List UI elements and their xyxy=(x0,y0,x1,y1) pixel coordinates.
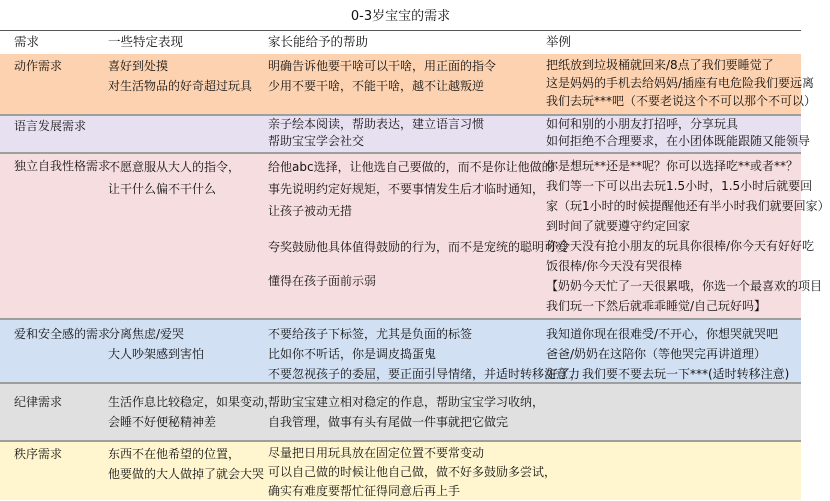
need-cell: 语言发展需求 xyxy=(14,119,87,133)
example-line: 如何拒绝不合理要求，在小团体既能跟随又能领导 xyxy=(546,134,811,148)
help-line: 自我管理，做事有头有尾做一件事就把它做完 xyxy=(268,415,509,429)
table-row xyxy=(0,442,801,500)
help-cell xyxy=(268,392,546,432)
help-line: 事先说明约定好规矩，不要事情发生后才临时通知， xyxy=(268,182,545,196)
help-line: 懂得在孩子面前示弱 xyxy=(268,274,377,288)
table-header xyxy=(0,30,801,55)
header-need: 需求 xyxy=(14,34,40,49)
header-behaviors: 一些特定表现 xyxy=(108,34,184,49)
example-line: 我们玩一下然后就乖乖睡觉/自己玩好吗】 xyxy=(546,299,767,313)
help-line: 可以自己做的时候让他自己做，做不好多鼓励多尝试， xyxy=(268,465,557,479)
example-line: 我们去玩***吧（不要老说这个不可以那个不可以） xyxy=(546,94,817,108)
behavior-line: 东西不在他希望的位置， xyxy=(108,447,241,461)
need-cell: 秩序需求 xyxy=(14,447,63,461)
example-line: 如何和别的小朋友打招呼，分享玩具 xyxy=(546,117,739,131)
examples-cell xyxy=(546,156,830,316)
need-cell: 动作需求 xyxy=(14,59,63,73)
table-title: 0-3岁宝宝的需求 xyxy=(350,9,451,24)
behavior-line: 会睡不好便秘精神差 xyxy=(108,415,217,429)
help-line: 夸奖鼓励他具体值得鼓励的行为，而不是宠统的聪明可爱 xyxy=(268,240,569,254)
behaviors-cell xyxy=(108,324,266,364)
table-row xyxy=(0,116,811,154)
help-line: 亲子绘本阅读，帮助表达，建立语言习惯 xyxy=(268,117,485,131)
help-cell xyxy=(268,116,546,150)
example-line: 我们等一下可以出去玩1.5小时，1.5小时后就要回 xyxy=(546,179,813,193)
example-line: 家（玩1小时的时候提醒他还有半小时我们就要回家） xyxy=(546,199,830,213)
help-line: 让孩子被动无措 xyxy=(268,204,353,218)
example-line: 【奶奶今天忙了一天很累哦，你选一个最喜欢的项目 xyxy=(546,279,823,293)
example-line: 你是想玩**还是**呢？你可以选择吃**或者**？ xyxy=(546,159,799,173)
example-line: 饭很棒/你今天没有哭很棒 xyxy=(546,259,683,273)
need-cell: 爱和安全感的需求 xyxy=(14,327,111,341)
table-row xyxy=(0,54,817,116)
help-line: 不要给孩子下标签，尤其是负面的标签 xyxy=(268,327,473,341)
behavior-line: 对生活物品的好奇超过玩具 xyxy=(108,79,253,93)
help-cell xyxy=(268,156,569,292)
table-row xyxy=(0,320,801,384)
spacer xyxy=(268,222,546,236)
behaviors-cell xyxy=(108,444,266,484)
behavior-line: 喜好到处摸 xyxy=(108,59,169,73)
behavior-line: 大人吵架感到害怕 xyxy=(108,347,205,361)
header-examples: 举例 xyxy=(546,34,572,49)
examples-cell xyxy=(546,116,811,150)
behavior-line: 生活作息比较稳定，如果变动， xyxy=(108,395,277,409)
need-cell: 独立自我性格需求 xyxy=(14,159,111,173)
help-cell xyxy=(268,324,581,384)
need-cell: 纪律需求 xyxy=(14,395,63,409)
help-line: 给他abc选择，让他选自己要做的，而不是你让他做的 xyxy=(268,160,554,174)
help-cell xyxy=(268,56,546,96)
behavior-line: 让干什么偏不干什么 xyxy=(108,182,217,196)
header-help: 家长能给予的帮助 xyxy=(268,34,369,49)
help-line: 明确告诉他要干啥可以干啥，用正面的指令 xyxy=(268,59,497,73)
example-line: 你今天没有抢小朋友的玩具你很棒/你今天有好好吃 xyxy=(546,239,815,253)
examples-cell xyxy=(546,56,817,110)
help-line: 少用不要干啥，不能干啥，越不让越叛逆 xyxy=(268,79,485,93)
help-line: 确实有难度要帮忙征得同意后再上手 xyxy=(268,484,461,498)
help-line: 不要忽视孩子的委屈，要正面引导情绪，并适时转移注意力 xyxy=(268,367,581,381)
example-line: 爸爸/奶奶在这陪你（等他哭完再讲道理） xyxy=(546,347,767,361)
help-line: 帮助宝宝建立相对稳定的作息，帮助宝宝学习收纳， xyxy=(268,395,545,409)
examples-cell xyxy=(546,324,801,384)
example-line: 我知道你现在很难受/不开心，你想哭就哭吧 xyxy=(546,327,779,341)
table-row xyxy=(0,384,801,442)
behaviors-cell xyxy=(108,392,277,432)
behaviors-cell xyxy=(108,156,266,200)
help-line: 比如你不听话，你是调皮捣蛋鬼 xyxy=(268,347,437,361)
behavior-line: 分离焦虑/爱哭 xyxy=(108,327,185,341)
spacer xyxy=(268,258,546,270)
example-line: 好了，我们要不要去玩一下***(适时转移注意) xyxy=(546,367,790,381)
example-line: 把纸放到垃圾桶就回来/8点了我们要睡觉了 xyxy=(546,58,774,72)
help-line: 尽量把日用玩具放在固定位置不要常变动 xyxy=(268,446,485,460)
example-line: 这是妈妈的手机去给妈妈/插座有电危险我们要远离 xyxy=(546,76,815,90)
behavior-line: 不愿意服从大人的指令， xyxy=(108,160,241,174)
help-cell xyxy=(268,444,557,501)
example-line: 到时间了就要遵守约定回家 xyxy=(546,219,691,233)
help-line: 帮助宝宝学会社交 xyxy=(268,134,365,148)
behavior-line: 他要做的大人做掉了就会大哭 xyxy=(108,467,265,481)
behaviors-cell xyxy=(108,56,266,96)
table-row xyxy=(0,154,830,320)
